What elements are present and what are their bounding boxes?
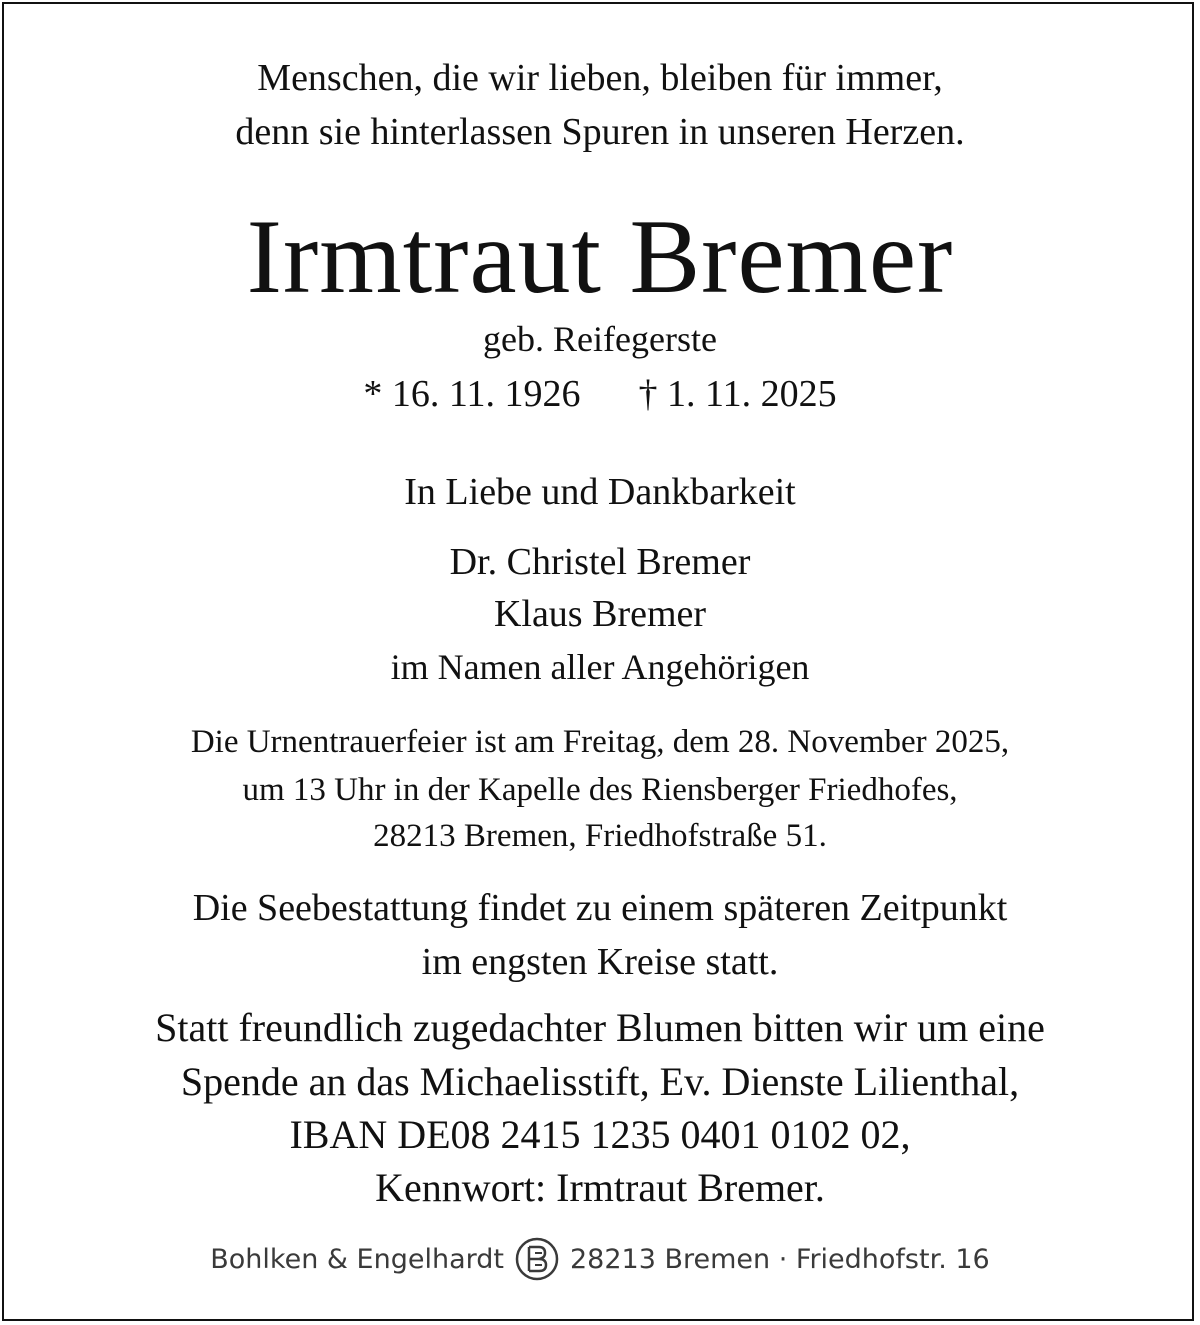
funeral-home-name: Bohlken & Engelhardt xyxy=(210,1243,504,1275)
donation-line: IBAN DE08 2415 1235 0401 0102 02, xyxy=(289,1112,911,1157)
ceremony-line: Die Urnentrauerfeier ist am Freitag, dem 28. November 2025, xyxy=(190,724,1010,760)
be-monogram-icon xyxy=(514,1236,560,1282)
mourners-intro: In Liebe und Dankbarkeit xyxy=(404,471,796,513)
burial-line: Die Seebestattung findet zu einem späteren Zeitpunkt xyxy=(192,887,1008,929)
funeral-home-address: 28213 Bremen · Friedhofstr. 16 xyxy=(569,1243,990,1275)
death-date: † 1. 11. 2025 xyxy=(638,373,837,415)
funeral-home-footer xyxy=(0,1236,1200,1282)
life-dates xyxy=(0,372,1200,416)
mourners-note: im Namen aller Angehörigen xyxy=(390,647,810,687)
birth-name: geb. Reifegerste xyxy=(483,319,717,359)
donation-line: Statt freundlich zugedachter Blumen bitten wir um eine xyxy=(155,1005,1045,1050)
ceremony-line: um 13 Uhr in der Kapelle des Riensberger Friedhofes, xyxy=(242,772,958,808)
mourner-name: Klaus Bremer xyxy=(493,593,707,635)
birth-date: * 16. 11. 1926 xyxy=(363,373,581,415)
donation-line: Kennwort: Irmtraut Bremer. xyxy=(375,1165,825,1210)
quote-line-2: denn sie hinterlassen Spuren in unseren Herzen. xyxy=(235,111,965,153)
deceased-name: Irmtraut Bremer xyxy=(246,198,954,315)
quote-line-1: Menschen, die wir lieben, bleiben für immer, xyxy=(257,57,943,99)
burial-line: im engsten Kreise statt. xyxy=(421,941,779,983)
mourner-name: Dr. Christel Bremer xyxy=(449,541,751,583)
donation-line: Spende an das Michaelisstift, Ev. Dienste Lilienthal, xyxy=(180,1059,1020,1104)
ceremony-line: 28213 Bremen, Friedhofstraße 51. xyxy=(373,818,827,854)
